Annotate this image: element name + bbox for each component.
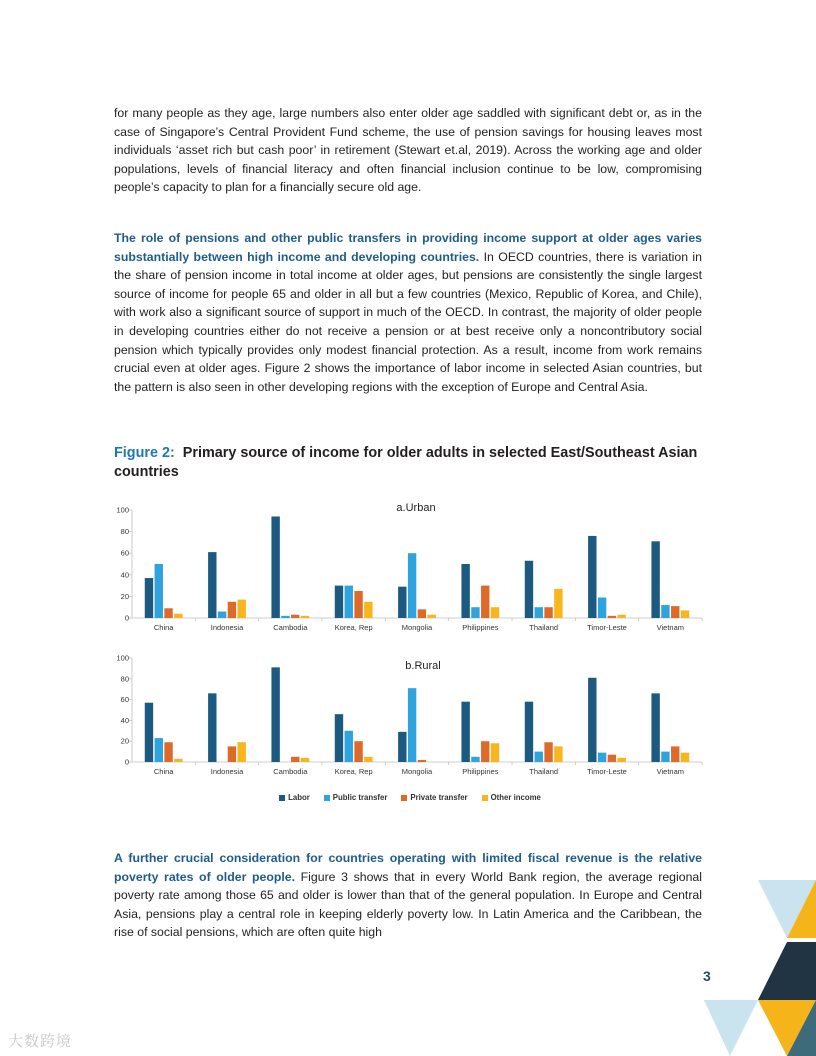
decorative-triangles [700,878,816,1056]
bar-private-transfer-mongolia [418,760,426,762]
bar-public-transfer-china [155,738,163,762]
y-tick-label: 80 [120,674,129,684]
bar-public-transfer-timor-leste [598,597,606,618]
figure-title [114,444,702,482]
x-tick-label: China [153,767,174,776]
chart-legend [110,793,710,802]
legend-label: Other income [490,793,541,802]
legend-item-labor [279,793,310,802]
y-tick-label: 100 [116,505,129,515]
x-tick-label: Philippines [462,623,499,632]
bar-private-transfer-china [164,608,172,618]
bar-labor-mongolia [398,732,406,762]
bar-labor-philippines [461,564,469,618]
bar-other-income-china [174,614,182,618]
y-tick-label: 40 [120,570,129,580]
bar-other-income-korea-rep [364,757,372,762]
bar-labor-cambodia [271,667,279,762]
figure-caption: Primary source of income for older adults in selected East/Southeast Asian countries [114,445,698,480]
bar-labor-timor-leste [588,678,596,762]
legend-swatch [482,795,488,801]
x-tick-label: Indonesia [210,623,244,632]
bar-public-transfer-philippines [471,607,479,618]
bar-public-transfer-china [155,564,163,618]
figure-label: Figure 2: [114,445,175,461]
legend-label: Public transfer [332,793,388,802]
bar-private-transfer-thailand [544,607,552,618]
bar-private-transfer-vietnam [671,606,679,618]
bar-private-transfer-mongolia [418,609,426,618]
bar-private-transfer-korea-rep [354,591,362,618]
bar-other-income-timor-leste [618,615,626,618]
bar-other-income-philippines [491,743,499,762]
bar-private-transfer-cambodia [291,757,299,762]
bar-public-transfer-korea-rep [345,586,353,618]
bar-other-income-cambodia [301,616,309,618]
bar-other-income-vietnam [681,610,689,618]
x-tick-label: Philippines [462,767,499,776]
bar-private-transfer-vietnam [671,746,679,762]
bar-public-transfer-korea-rep [345,731,353,762]
bar-public-transfer-mongolia [408,553,416,618]
y-tick-label: 100 [116,653,129,663]
bar-public-transfer-vietnam [661,605,669,618]
legend-item-private-transfer [401,793,467,802]
bar-labor-mongolia [398,587,406,618]
x-tick-label: China [153,623,174,632]
paragraph-3-body: Figure 3 shows that in every World Bank region, the average regional poverty rate among those 65 and older is lower than that of the general population. In Europe and Central Asia, pensions play a central role in keeping elderly poverty low. In Latin America and the Caribbean, the rise of social pensions, which are often quite high [114,869,702,940]
bar-private-transfer-philippines [481,586,489,618]
y-tick-label: 0 [124,757,129,767]
x-tick-label: Cambodia [273,767,308,776]
x-tick-label: Vietnam [656,623,685,632]
bar-private-transfer-thailand [544,742,552,762]
bar-labor-korea-rep [335,714,343,762]
watermark-text: 大数跨境 [8,1033,73,1050]
deco-triangle-light-2 [704,1000,758,1056]
bar-private-transfer-philippines [481,741,489,762]
bar-public-transfer-indonesia [218,612,226,618]
paragraph-3-lead: A further crucial consideration for countries operating with limited fiscal revenue is the relative poverty rates of older people. [114,851,702,884]
x-tick-label: Timor-Leste [587,767,627,776]
bar-public-transfer-thailand [535,752,543,762]
body-paragraph-2 [114,229,702,396]
bar-public-transfer-cambodia [281,616,289,618]
y-tick-label: 20 [120,736,129,746]
y-tick-label: 80 [120,527,129,537]
x-tick-label: Vietnam [656,767,685,776]
bar-labor-vietnam [651,693,659,762]
bar-other-income-thailand [554,746,562,762]
legend-item-other-income [482,793,541,802]
bar-labor-thailand [525,702,533,762]
bar-private-transfer-cambodia [291,615,299,618]
x-tick-label: Mongolia [401,623,433,632]
y-tick-label: 0 [124,613,129,623]
urban-bar-chart [110,498,710,640]
legend-swatch [401,795,407,801]
paragraph-2-body: In OECD countries, there is variation in the share of pension income in total income at older ages, but pensions are consistently the single largest source of income for people 65 and older in all but a few countries (Mexico, Republic of Korea, and Chile), with work also a significant source of support in much of the OECD. In contrast, the majority of older people in developing countries either do not receive a pension or at best receive only a noncontributory social pension which typically provides only modest financial protection. As a result, income from work remains crucial even at older ages. Figure 2 shows the importance of labor income in selected Asian countries, but the pattern is also seen in other developing regions with the exception of Europe and Central Asia. [114,249,702,394]
bar-labor-philippines [461,702,469,762]
bar-private-transfer-korea-rep [354,741,362,762]
bar-other-income-indonesia [238,600,246,618]
paragraph-2-lead: The role of pensions and other public transfers in providing income support at older ages varies substantially between high income and developing countries. [114,231,702,264]
x-tick-label: Timor-Leste [587,623,627,632]
x-tick-label: Cambodia [273,623,308,632]
bar-other-income-korea-rep [364,602,372,618]
legend-label: Private transfer [410,793,468,802]
bar-other-income-mongolia [428,615,436,618]
bar-labor-timor-leste [588,536,596,618]
bar-other-income-philippines [491,607,499,618]
bar-labor-vietnam [651,541,659,618]
bar-other-income-timor-leste [618,758,626,762]
bar-labor-cambodia [271,516,279,618]
bar-private-transfer-indonesia [228,602,236,618]
bar-public-transfer-philippines [471,757,479,762]
legend-swatch [324,795,330,801]
deco-triangle-navy [758,942,816,1000]
bar-labor-china [145,703,153,762]
body-paragraph-1: for many people as they age, large numbers also enter older age saddled with significant debt or, as in the case of Singapore’s Central Provident Fund scheme, the use of pension savings for housing leaves most individuals ‘asset rich but cash poor’ in retirement (Stewart et.al, 2019). Across the working age and older populations, levels of financial literacy and often financial inclusion continue to be low, compromising people’s capacity to plan for a financially secure old age. [114,106,702,195]
y-tick-label: 20 [120,591,129,601]
body-paragraph-3 [114,849,702,942]
bar-private-transfer-timor-leste [608,616,616,618]
bar-other-income-china [174,759,182,762]
bar-private-transfer-indonesia [228,746,236,762]
bar-public-transfer-thailand [535,607,543,618]
y-tick-label: 60 [120,548,129,558]
legend-swatch [279,795,285,801]
x-tick-label: Mongolia [401,767,433,776]
bar-labor-indonesia [208,693,216,762]
bar-labor-indonesia [208,552,216,618]
y-tick-label: 60 [120,695,129,705]
bar-labor-thailand [525,561,533,618]
bar-public-transfer-timor-leste [598,753,606,762]
bar-labor-china [145,578,153,618]
page-number: 3 [703,968,711,984]
bar-other-income-vietnam [681,753,689,762]
bar-other-income-thailand [554,589,562,618]
bar-public-transfer-mongolia [408,688,416,762]
chart-title: b.Rural [405,660,441,672]
x-tick-label: Korea, Rep [334,623,373,632]
rural-bar-chart [110,650,710,786]
bar-labor-korea-rep [335,586,343,618]
x-tick-label: Korea, Rep [334,767,373,776]
chart-title: a.Urban [396,502,436,514]
x-tick-label: Indonesia [210,767,244,776]
bar-private-transfer-china [164,742,172,762]
bar-public-transfer-vietnam [661,752,669,762]
x-tick-label: Thailand [529,767,559,776]
bar-other-income-cambodia [301,758,309,762]
x-tick-label: Thailand [529,623,559,632]
bar-private-transfer-timor-leste [608,755,616,762]
legend-item-public-transfer [324,793,388,802]
y-tick-label: 40 [120,715,129,725]
bar-other-income-indonesia [238,742,246,762]
legend-label: Labor [288,793,310,802]
